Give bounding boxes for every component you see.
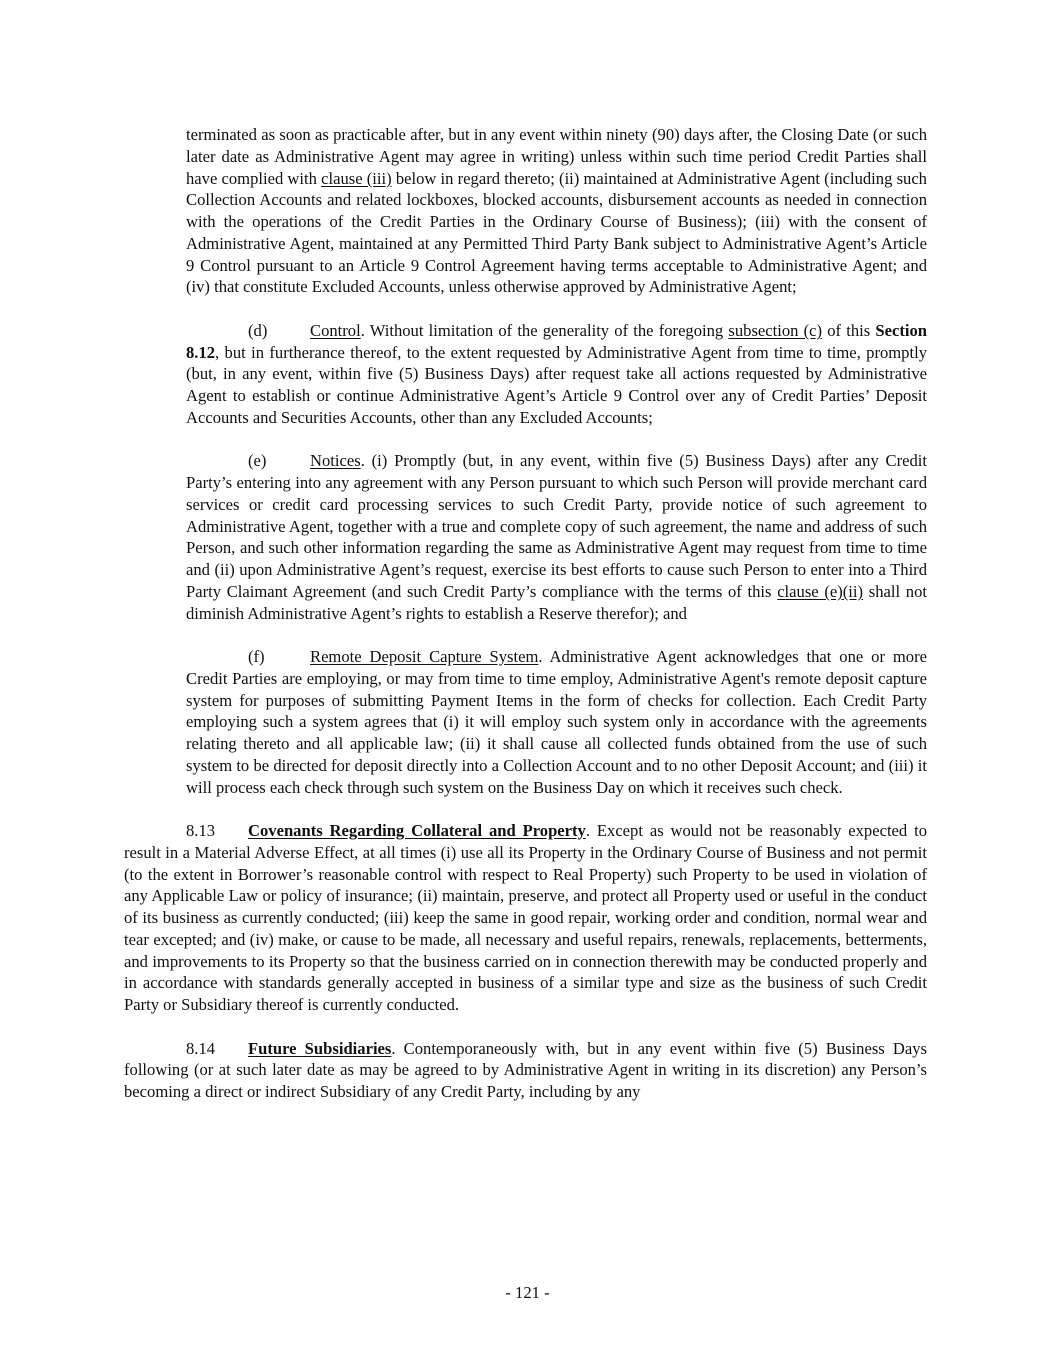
- paragraph-e-notices: (e) Notices. (i) Promptly (but, in any event, within five (5) Business Days) after any Credit Party’s entering into any agreement with any Person pursuant to which such Person will provide merchant card services or credit card processing services to such Credit Party, provide notice of such agreement to Administrative Agent, together with a true and complete copy of such agreement, the name and address of such Person, and such other information regarding the same as Administrative Agent may request from time to time and (ii) upon Administrative Agent’s request, exercise its best efforts to cause such Person to enter into a Third Party Claimant Agreement (and such Credit Party’s compliance with the terms of this clause (e)(ii) shall not diminish Administrative Agent’s rights to establish a Reserve therefor); and: [186, 451, 927, 623]
- subsection-label-f: (f): [248, 647, 265, 666]
- section-number-8-13: 8.13: [186, 821, 216, 840]
- section-8-14: 8.14 Future Subsidiaries. Contemporaneously with, but in any event within five (5) Business Days following (or at such later date as may be agreed to by Administrative Agent in writing in its discretion) any Person’s becoming a direct or indirect Subsidiary of any Credit Party, including by any: [124, 1038, 927, 1101]
- paragraph-f-remote-deposit: (f) Remote Deposit Capture System. Administrative Agent acknowledges that one or more Credit Parties are employing, or may from time to time employ, Administrative Agent's remote deposit capture system for purposes of submitting Payment Items in the form of checks for collection. Each Credit Party employing such a system agrees that (i) it will employ such system only in accordance with the agreements relating thereto and all applicable law; (ii) it shall cause all collected funds obtained from the use of such system to be directed for deposit directly into a Collection Account and to no other Deposit Account; and (iii) it will process each check through such system on the Business Day on which it receives such check.: [186, 647, 927, 797]
- section-heading-covenants: Covenants Regarding Collateral and Property: [248, 821, 586, 840]
- subsection-heading-control: Control: [310, 320, 361, 340]
- document-page: [124, 124, 927, 1103]
- section-heading-future-subsidiaries: Future Subsidiaries: [248, 1038, 392, 1058]
- subsection-heading-notices: Notices: [310, 451, 361, 471]
- clause-e-ii-reference: clause (e)(ii): [777, 581, 864, 601]
- subsection-label-e: (e): [248, 451, 267, 471]
- subsection-c-reference: subsection (c): [728, 320, 823, 340]
- paragraph-c-continuation: terminated as soon as practicable after, but in any event within ninety (90) days after, the Closing Date (or such later date as Administrative Agent may agree in writing) unless within such time period Credit Parties shall have complied with clause (iii) below in regard thereto; (ii) maintained at Administrative Agent (including such Collection Accounts and related lockboxes, blocked accounts, disbursement accounts as needed in connection with the operations of the Credit Parties in the Ordinary Course of Business); (iii) with the consent of Administrative Agent, maintained at any Permitted Third Party Bank subject to Administrative Agent’s Article 9 Control pursuant to an Article 9 Control Agreement having terms acceptable to Administrative Agent; and (iv) that constitute Excluded Accounts, unless otherwise approved by Administrative Agent;: [186, 125, 927, 297]
- paragraph-d-control: (d) Control. Without limitation of the generality of the foregoing subsection (c) of this Section 8.12, but in furtherance thereof, to the extent requested by Administrative Agent from time to time, promptly (but, in any event, within five (5) Business Days) after request take all actions requested by Administrative Agent to establish or continue Administrative Agent’s Article 9 Control over any of Credit Parties’ Deposit Accounts and Securities Accounts, other than any Excluded Accounts;: [186, 320, 927, 427]
- section-number-8-14: 8.14: [186, 1038, 216, 1058]
- subsection-heading-remote-deposit: Remote Deposit Capture System: [310, 647, 539, 666]
- subsection-label-d: (d): [248, 320, 268, 340]
- section-8-12-reference: Section 8.12: [186, 320, 927, 362]
- page-number: - 121 -: [505, 1283, 550, 1302]
- clause-iii-reference: clause (iii): [321, 168, 392, 188]
- section-8-13: 8.13 Covenants Regarding Collateral and Property. Except as would not be reasonably expected to result in a Material Adverse Effect, at all times (i) use all its Property in the Ordinary Course of Business and not permit (to the extent in Borrower’s reasonable control with respect to Real Property) such Property to be used in violation of any Applicable Law or policy of insurance; (ii) maintain, preserve, and protect all Property used or useful in the conduct of its business as currently conducted; (iii) keep the same in good repair, working order and condition, normal wear and tear excepted; and (iv) make, or cause to be made, all necessary and useful repairs, renewals, replacements, betterments, and improvements to its Property so that the business carried on in connection therewith may be conducted properly and in accordance with standards generally accepted in business of a similar type and size as the business of such Credit Party or Subsidiary thereof is currently conducted.: [124, 821, 927, 1014]
